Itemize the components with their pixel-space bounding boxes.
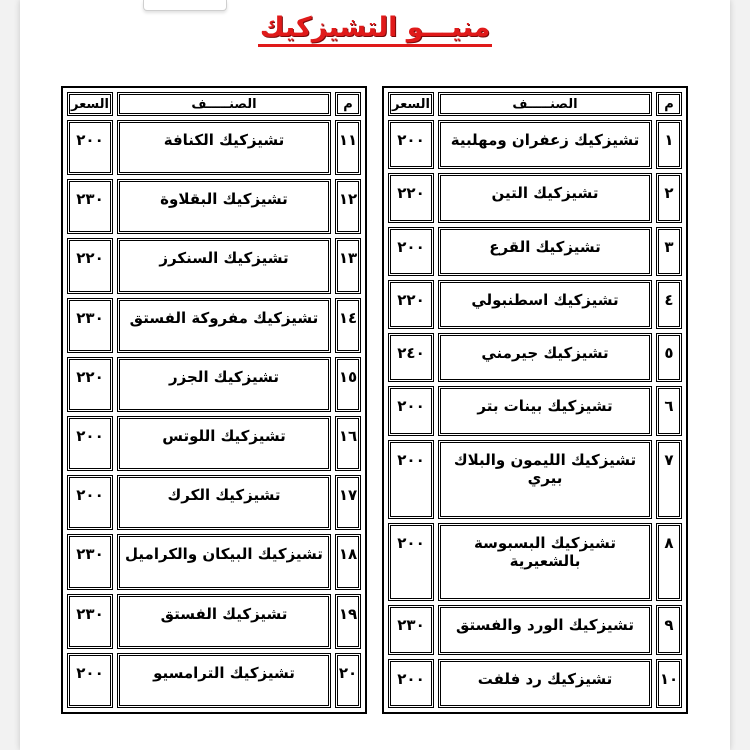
row-item-name: تشيزكيك مفروكة الفستق <box>117 298 331 353</box>
table-row <box>67 534 361 589</box>
row-price: ٢٢٠ <box>388 280 434 329</box>
row-price: ٢٠٠ <box>388 523 434 602</box>
table-header-row <box>388 92 682 116</box>
row-price: ٢٢٠ <box>67 238 113 293</box>
row-number: ١٧ <box>335 475 361 530</box>
header-item: الصنـــــف <box>438 92 652 116</box>
header-num: م <box>335 92 361 116</box>
table-row <box>388 386 682 435</box>
row-price: ٢٠٠ <box>388 440 434 519</box>
row-price: ٢٠٠ <box>67 416 113 471</box>
row-price: ٢٢٠ <box>67 357 113 412</box>
row-item-name: تشيزكيك الفستق <box>117 594 331 649</box>
table-header-row <box>67 92 361 116</box>
table-row <box>388 659 682 708</box>
table-row <box>388 440 682 519</box>
row-price: ٢٣٠ <box>67 298 113 353</box>
row-number: ٩ <box>656 605 682 654</box>
table-row <box>388 605 682 654</box>
table-row <box>67 357 361 412</box>
row-number: ٦ <box>656 386 682 435</box>
row-price: ٢٠٠ <box>388 386 434 435</box>
row-number: ٨ <box>656 523 682 602</box>
page-tab <box>143 0 227 11</box>
table-row <box>67 179 361 234</box>
table-row <box>388 523 682 602</box>
row-number: ٧ <box>656 440 682 519</box>
row-price: ٢٢٠ <box>388 173 434 222</box>
row-number: ٥ <box>656 333 682 382</box>
row-number: ٣ <box>656 227 682 276</box>
row-item-name: تشيزكيك بينات بتر <box>438 386 652 435</box>
row-item-name: تشيزكيك زعفران ومهلبية <box>438 120 652 169</box>
table-row <box>67 416 361 471</box>
menu-table-right <box>382 86 688 714</box>
row-item-name: تشيزكيك القرع <box>438 227 652 276</box>
row-number: ١٦ <box>335 416 361 471</box>
table-row <box>67 238 361 293</box>
table-row <box>67 653 361 708</box>
header-price: السعر <box>67 92 113 116</box>
row-price: ٢٣٠ <box>388 605 434 654</box>
row-item-name: تشيزكيك التين <box>438 173 652 222</box>
table-row <box>67 594 361 649</box>
row-item-name: تشيزكيك اسطنبولي <box>438 280 652 329</box>
row-number: ١٨ <box>335 534 361 589</box>
menu-title <box>0 12 750 43</box>
row-price: ٢٠٠ <box>67 475 113 530</box>
table-row <box>388 280 682 329</box>
row-item-name: تشيزكيك الجزر <box>117 357 331 412</box>
row-price: ٢٠٠ <box>67 120 113 175</box>
row-item-name: تشيزكيك اللوتس <box>117 416 331 471</box>
row-price: ٢٠٠ <box>67 653 113 708</box>
row-price: ٢٣٠ <box>67 179 113 234</box>
row-item-name: تشيزكيك الليمون والبلاك بيري <box>438 440 652 519</box>
row-item-name: تشيزكيك الترامسيو <box>117 653 331 708</box>
row-item-name: تشيزكيك رد فلفت <box>438 659 652 708</box>
row-number: ١٣ <box>335 238 361 293</box>
row-number: ١١ <box>335 120 361 175</box>
row-price: ٢٠٠ <box>388 120 434 169</box>
table-row <box>388 173 682 222</box>
table-row <box>67 298 361 353</box>
row-price: ٢٣٠ <box>67 534 113 589</box>
row-price: ٢٠٠ <box>388 659 434 708</box>
row-number: ١٩ <box>335 594 361 649</box>
table-row <box>67 475 361 530</box>
row-number: ١٢ <box>335 179 361 234</box>
row-number: ١٥ <box>335 357 361 412</box>
table-row <box>388 333 682 382</box>
row-number: ١ <box>656 120 682 169</box>
header-num: م <box>656 92 682 116</box>
row-number: ١٤ <box>335 298 361 353</box>
row-item-name: تشيزكيك الورد والفستق <box>438 605 652 654</box>
table-row <box>388 120 682 169</box>
row-number: ٤ <box>656 280 682 329</box>
menu-table-left <box>61 86 367 714</box>
row-price: ٢٤٠ <box>388 333 434 382</box>
row-number: ١٠ <box>656 659 682 708</box>
row-item-name: تشيزكيك السنكرز <box>117 238 331 293</box>
row-number: ٢٠ <box>335 653 361 708</box>
row-item-name: تشيزكيك جيرمني <box>438 333 652 382</box>
header-item: الصنـــــف <box>117 92 331 116</box>
row-price: ٢٣٠ <box>67 594 113 649</box>
row-item-name: تشيزكيك البيكان والكراميل <box>117 534 331 589</box>
header-price: السعر <box>388 92 434 116</box>
row-item-name: تشيزكيك الكنافة <box>117 120 331 175</box>
menu-title-text: منيـــو التشيزكيك <box>258 12 492 47</box>
table-row <box>388 227 682 276</box>
row-number: ٢ <box>656 173 682 222</box>
row-price: ٢٠٠ <box>388 227 434 276</box>
table-row <box>67 120 361 175</box>
row-item-name: تشيزكيك الكرك <box>117 475 331 530</box>
row-item-name: تشيزكيك البقلاوة <box>117 179 331 234</box>
row-item-name: تشيزكيك البسبوسة بالشعيرية <box>438 523 652 602</box>
